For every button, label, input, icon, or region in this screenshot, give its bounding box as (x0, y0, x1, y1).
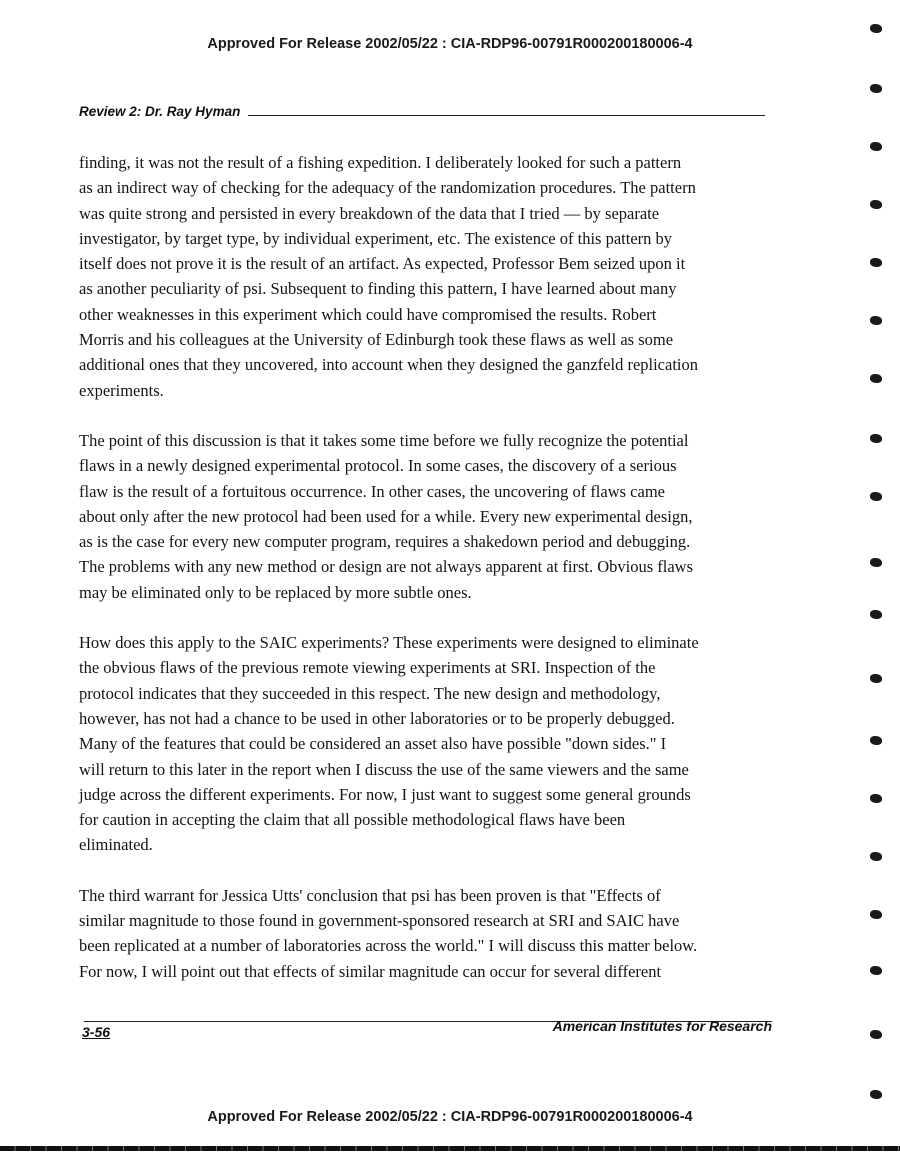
punch-mark (870, 258, 882, 267)
scan-edge-bar (0, 1146, 900, 1151)
paragraph-3 (79, 630, 779, 858)
page-number: 3-56 (82, 1024, 111, 1040)
running-header-title: Review 2: Dr. Ray Hyman (79, 104, 241, 119)
text-line: experiments. (79, 380, 164, 400)
text-line: flaw is the result of a fortuitous occurrence. In other cases, the uncovering of flaws came (79, 481, 665, 501)
text-line: as another peculiarity of psi. Subsequent to finding this pattern, I have learned about many (79, 279, 677, 299)
release-stamp-bottom: Approved For Release 2002/05/22 : CIA-RDP96-00791R000200180006-4 (207, 1109, 693, 1125)
text-line: finding, it was not the result of a fishing expedition. I deliberately looked for such a pattern (79, 153, 682, 172)
paragraph-1 (79, 150, 779, 403)
punch-mark (870, 1090, 882, 1099)
text-line: protocol indicates that they succeeded in this respect. The new design and methodology, (79, 683, 661, 703)
running-header (79, 104, 765, 119)
header-rule (248, 115, 765, 116)
punch-mark (870, 966, 882, 975)
punch-mark (870, 1030, 882, 1039)
punch-mark (870, 910, 882, 919)
text-line: For now, I will point out that effects of similar magnitude can occur for several different (79, 961, 662, 981)
text-line: was quite strong and persisted in every breakdown of the data that I tried — by separate (79, 203, 660, 223)
text-line: judge across the different experiments. For now, I just want to suggest some general grounds (79, 784, 691, 804)
punch-mark (870, 142, 882, 151)
paragraph-2 (79, 428, 779, 605)
text-line: as is the case for every new computer program, requires a shakedown period and debugging. (79, 532, 691, 552)
text-line: similar magnitude to those found in government-sponsored research at SRI and SAIC have (79, 911, 680, 931)
punch-mark (870, 200, 882, 209)
punch-mark (870, 736, 882, 745)
text-line: additional ones that they uncovered, into account when they designed the ganzfeld replication (79, 355, 698, 375)
punch-mark (870, 492, 882, 501)
paragraph-4 (79, 883, 779, 984)
punch-mark (870, 316, 882, 325)
text-line: the obvious flaws of the previous remote viewing experiments at SRI. Inspection of the (79, 658, 656, 678)
text-line: The problems with any new method or design are not always apparent at first. Obvious flaws (79, 557, 694, 577)
text-line: Many of the features that could be considered an asset also have possible "down sides." I (79, 734, 667, 754)
text-line: however, has not had a chance to be used in other laboratories or to be properly debugged. (79, 708, 675, 728)
punch-mark (870, 852, 882, 861)
footer-organization: American Institutes for Research (552, 1018, 772, 1034)
text-line: itself does not prove it is the result of an artifact. As expected, Professor Bem seized upon it (79, 254, 686, 274)
punch-mark (870, 434, 882, 443)
text-line: will return to this later in the report when I discuss the use of the same viewers and the same (79, 759, 689, 779)
punch-mark (870, 24, 882, 33)
text-line: The third warrant for Jessica Utts' conclusion that psi has been proven is that "Effects of (79, 885, 661, 905)
text-line: eliminated. (79, 835, 153, 855)
text-line: How does this apply to the SAIC experiments? These experiments were designed to eliminate (79, 633, 699, 653)
text-line: been replicated at a number of laboratories across the world." I will discuss this matter below. (79, 936, 698, 956)
punch-mark (870, 794, 882, 803)
text-line: about only after the new protocol had been used for a while. Every new experimental design, (79, 506, 693, 526)
text-line: other weaknesses in this experiment which could have compromised the results. Robert (79, 304, 657, 324)
punch-mark (870, 610, 882, 619)
text-line: may be eliminated only to be replaced by more subtle ones. (79, 582, 472, 602)
text-line: flaws in a newly designed experimental protocol. In some cases, the discovery of a serious (79, 456, 677, 476)
text-line: as an indirect way of checking for the adequacy of the randomization procedures. The pattern (79, 178, 696, 198)
punch-mark (870, 374, 882, 383)
text-line: investigator, by target type, by individual experiment, etc. The existence of this pattern by (79, 228, 673, 248)
text-line: The point of this discussion is that it takes some time before we fully recognize the potential (79, 430, 689, 450)
punch-mark (870, 84, 882, 93)
release-stamp-top: Approved For Release 2002/05/22 : CIA-RDP96-00791R000200180006-4 (207, 36, 693, 52)
punch-mark (870, 558, 882, 567)
scan-punch-marks (866, 0, 886, 1165)
punch-mark (870, 674, 882, 683)
text-line: Morris and his colleagues at the University of Edinburgh took these flaws as well as some (79, 330, 674, 350)
text-line: for caution in accepting the claim that all possible methodological flaws have been (79, 810, 626, 830)
document-body (79, 150, 779, 1009)
